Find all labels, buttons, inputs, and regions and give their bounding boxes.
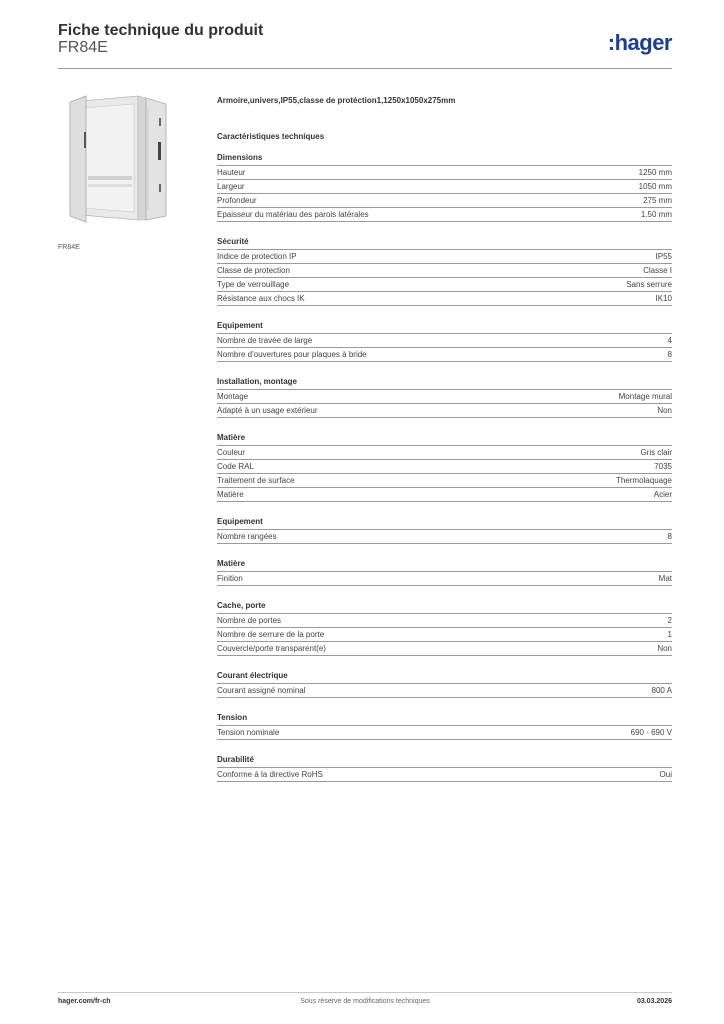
spec-value: Gris clair bbox=[640, 448, 672, 457]
spec-row bbox=[217, 264, 672, 278]
spec-label: Résistance aux chocs IK bbox=[217, 294, 305, 303]
header-divider bbox=[58, 68, 672, 69]
spec-label: Matière bbox=[217, 490, 244, 499]
spec-row bbox=[217, 628, 672, 642]
spec-group-title: Courant électrique bbox=[217, 671, 672, 684]
spec-label: Nombre de portes bbox=[217, 616, 282, 625]
footer-date: 03.03.2026 bbox=[636, 998, 672, 1005]
spec-value: IK10 bbox=[655, 294, 672, 303]
product-description: Armoire,univers,IP55,classe de protéction1,1250x1050x275mm bbox=[217, 96, 456, 105]
spec-group-title: Sécurité bbox=[217, 237, 672, 250]
spec-group bbox=[217, 227, 672, 306]
spec-value: 1.50 mm bbox=[640, 210, 672, 219]
spec-group bbox=[217, 311, 672, 362]
spec-value: Thermolaquage bbox=[615, 476, 672, 485]
page-header bbox=[58, 20, 672, 68]
spec-label: Nombre de travée de large bbox=[217, 336, 313, 345]
spec-value: 1050 mm bbox=[638, 182, 672, 191]
spec-groups bbox=[217, 153, 672, 782]
spec-group bbox=[217, 549, 672, 586]
spec-value: 8 bbox=[667, 532, 672, 541]
spec-group-title: Durabilité bbox=[217, 755, 672, 768]
spec-value: 690 - 690 V bbox=[630, 728, 672, 737]
product-reference: FR84E bbox=[58, 39, 108, 56]
page-footer bbox=[58, 998, 672, 1012]
footer-notice: Sous réserve de modifications techniques bbox=[300, 998, 430, 1005]
spec-label: Indice de protection IP bbox=[217, 252, 297, 261]
cabinet-illustration bbox=[58, 92, 202, 236]
spec-group bbox=[217, 367, 672, 418]
spec-label: Finition bbox=[217, 574, 243, 583]
spec-value: 4 bbox=[667, 336, 672, 345]
spec-group-title: Installation, montage bbox=[217, 377, 672, 390]
spec-row bbox=[217, 642, 672, 656]
spec-value: Oui bbox=[659, 770, 672, 779]
spec-value: 1 bbox=[667, 630, 672, 639]
spec-row bbox=[217, 292, 672, 306]
spec-row bbox=[217, 530, 672, 544]
spec-label: Code RAL bbox=[217, 462, 254, 471]
spec-value: Mat bbox=[658, 574, 672, 583]
spec-row bbox=[217, 334, 672, 348]
spec-value: IP55 bbox=[655, 252, 672, 261]
hager-logo: :hager bbox=[607, 30, 672, 55]
spec-group-title: Matière bbox=[217, 433, 672, 446]
spec-group-title: Tension bbox=[217, 713, 672, 726]
spec-label: Adapté à un usage extérieur bbox=[217, 406, 318, 415]
spec-row bbox=[217, 726, 672, 740]
spec-value: Montage mural bbox=[618, 392, 672, 401]
spec-value: 2 bbox=[667, 616, 672, 625]
specifications-panel bbox=[217, 96, 672, 782]
spec-value: Non bbox=[657, 406, 672, 415]
page-title: Fiche technique du produit bbox=[58, 22, 264, 39]
spec-row bbox=[217, 208, 672, 222]
spec-label: Nombre d'ouvertures pour plaques à bride bbox=[217, 350, 367, 359]
spec-row bbox=[217, 250, 672, 264]
spec-row bbox=[217, 278, 672, 292]
product-image bbox=[58, 92, 202, 236]
spec-value: Non bbox=[657, 644, 672, 653]
section-heading: Caractéristiques techniques bbox=[217, 132, 325, 141]
spec-group-title: Equipement bbox=[217, 517, 672, 530]
spec-row bbox=[217, 166, 672, 180]
spec-value: 7035 bbox=[654, 462, 672, 471]
spec-row bbox=[217, 684, 672, 698]
spec-label: Conforme à la directive RoHS bbox=[217, 770, 323, 779]
spec-row bbox=[217, 390, 672, 404]
spec-row bbox=[217, 572, 672, 586]
spec-label: Tension nominale bbox=[217, 728, 280, 737]
spec-group bbox=[217, 423, 672, 502]
spec-row bbox=[217, 768, 672, 782]
spec-group bbox=[217, 507, 672, 544]
spec-group bbox=[217, 745, 672, 782]
spec-value: 8 bbox=[667, 350, 672, 359]
spec-value: 1250 mm bbox=[638, 168, 672, 177]
spec-row bbox=[217, 460, 672, 474]
spec-label: Nombre rangées bbox=[217, 532, 277, 541]
spec-row bbox=[217, 194, 672, 208]
footer-website: hager.com/fr-ch bbox=[58, 998, 111, 1005]
spec-row bbox=[217, 488, 672, 502]
spec-row bbox=[217, 474, 672, 488]
spec-row bbox=[217, 348, 672, 362]
spec-value: Acier bbox=[653, 490, 672, 499]
spec-group bbox=[217, 661, 672, 698]
spec-label: Traitement de surface bbox=[217, 476, 295, 485]
spec-row bbox=[217, 614, 672, 628]
image-caption: FR84E bbox=[58, 244, 80, 251]
spec-label: Courant assigné nominal bbox=[217, 686, 306, 695]
spec-label: Type de verrouillage bbox=[217, 280, 290, 289]
spec-row bbox=[217, 404, 672, 418]
spec-label: Nombre de serrure de la porte bbox=[217, 630, 325, 639]
spec-group bbox=[217, 153, 672, 222]
spec-label: Couvercle/porte transparent(e) bbox=[217, 644, 326, 653]
spec-value: Classe I bbox=[643, 266, 672, 275]
spec-group-title: Cache, porte bbox=[217, 601, 672, 614]
spec-label: Profondeur bbox=[217, 196, 257, 205]
spec-row bbox=[217, 180, 672, 194]
spec-label: Couleur bbox=[217, 448, 246, 457]
spec-value: 275 mm bbox=[643, 196, 672, 205]
spec-group-title: Equipement bbox=[217, 321, 672, 334]
spec-label: Classe de protection bbox=[217, 266, 290, 275]
spec-label: Epaisseur du matériau des parois latérales bbox=[217, 210, 369, 219]
spec-value: Sans serrure bbox=[626, 280, 672, 289]
spec-row bbox=[217, 446, 672, 460]
spec-value: 800 A bbox=[651, 686, 672, 695]
spec-group-title: Matière bbox=[217, 559, 672, 572]
spec-label: Montage bbox=[217, 392, 249, 401]
spec-label: Largeur bbox=[217, 182, 245, 191]
spec-group bbox=[217, 591, 672, 656]
spec-group bbox=[217, 703, 672, 740]
spec-label: Hauteur bbox=[217, 168, 246, 177]
footer-divider bbox=[58, 992, 672, 993]
spec-group-title: Dimensions bbox=[217, 153, 672, 166]
